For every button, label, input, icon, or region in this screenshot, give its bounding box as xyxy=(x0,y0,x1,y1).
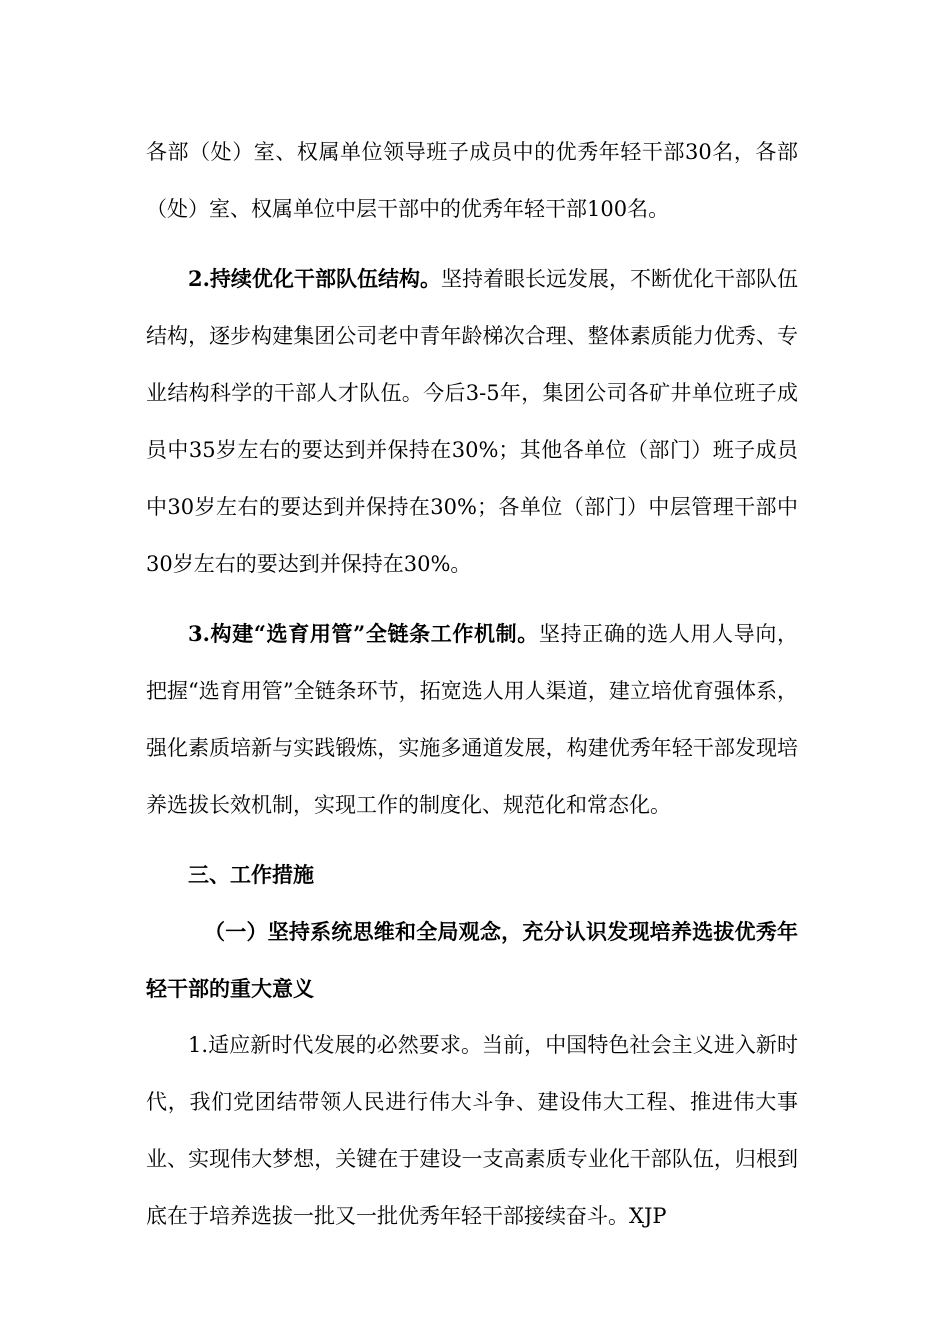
paragraph-text: 坚持正确的选人用人导向，把握“选育用管”全链条环节，拓宽选人用人渠道，建立培优育强体系，强化素质培新与实践锻炼，实施多通道发展，构建优秀年轻干部发现培养选拔长效机制，实现工作的制度化、规范化和常态化。 xyxy=(146,622,798,817)
paragraph-lead: 2.持续优化干部队伍结构。 xyxy=(188,266,441,291)
paragraph-continuation xyxy=(146,124,798,238)
paragraph-text: 各部（处）室、权属单位领导班子成员中的优秀年轻干部30名，各部（处）室、权属单位中层干部中的优秀年轻干部100名。 xyxy=(146,140,798,221)
paragraph-new-era: 1.适应新时代发展的必然要求。当前，中国特色社会主义进入新时代，我们党团结带领人民进行伟大斗争、建设伟大工程、推进伟大事业、实现伟大梦想，关键在于建设一支高素质专业化干部队伍，归根到底在于培养选拔一批又一批优秀年轻干部接续奋斗。XJP xyxy=(146,1033,798,1228)
paragraph-mechanism xyxy=(146,605,798,834)
document-body xyxy=(146,124,798,1245)
section-heading: 三、工作措施 xyxy=(188,862,314,887)
paragraph-optimize-structure xyxy=(146,250,798,593)
subsection-heading: （一）坚持系统思维和全局观念，充分认识发现培养选拔优秀年轻干部的重大意义 xyxy=(146,919,798,1001)
paragraph-lead: 3.构建“选育用管”全链条工作机制。 xyxy=(188,621,539,646)
paragraph-text: 坚持着眼长远发展，不断优化干部队伍结构，逐步构建集团公司老中青年龄梯次合理、整体素质能力优秀、专业结构科学的干部人才队伍。今后3-5年，集团公司各矿井单位班子成员中35岁左右的要达到并保持在30%；其他各单位（部门）班子成员中30岁左右的要达到并保持在30%；各单位（部门）中层管理干部中30岁左右的要达到并保持在30%。 xyxy=(146,267,799,576)
